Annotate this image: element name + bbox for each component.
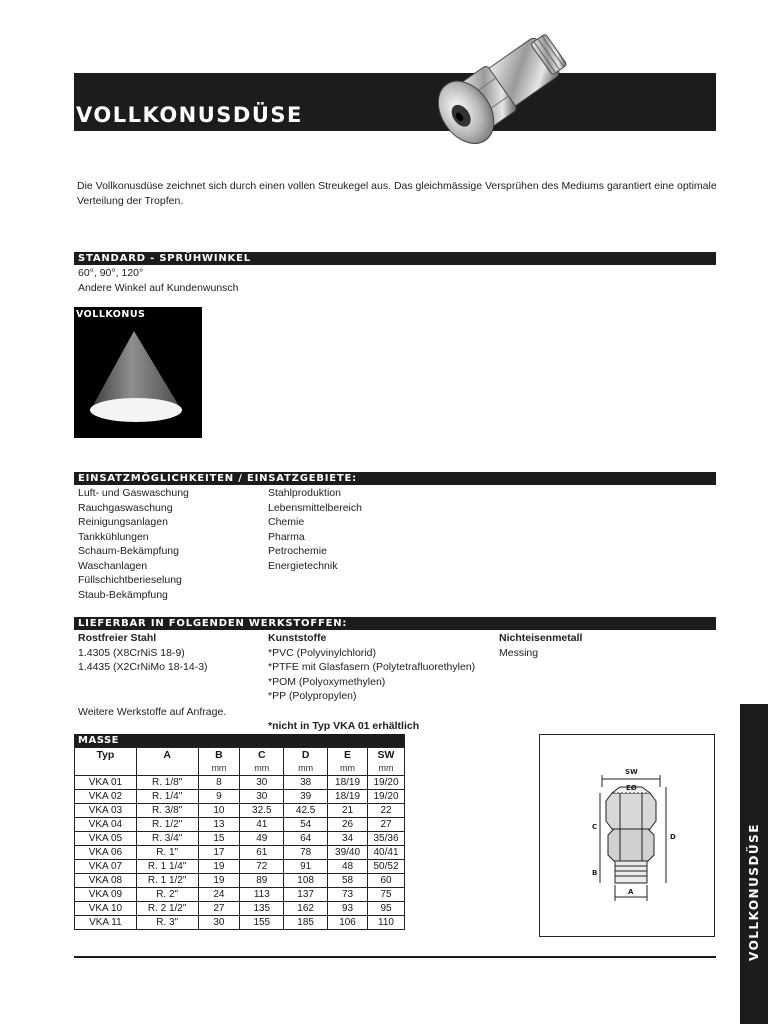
col-header: Typ <box>75 748 137 763</box>
table-cell: 27 <box>368 818 405 832</box>
table-cell: VKA 07 <box>75 860 137 874</box>
table-cell: VKA 04 <box>75 818 137 832</box>
table-cell: 61 <box>240 846 284 860</box>
table-cell: 39 <box>284 790 328 804</box>
dim-label-a: A <box>628 888 634 896</box>
table-cell: R. 1 1/2" <box>136 874 198 888</box>
werkstoffe-col-plastics <box>268 631 475 704</box>
dim-label-d: D <box>670 833 676 841</box>
table-cell: 42.5 <box>284 804 328 818</box>
werkstoffe-heading: LIEFERBAR IN FOLGENDEN WERKSTOFFEN: <box>78 618 348 629</box>
table-cell: 60 <box>368 874 405 888</box>
werkstoffe-col-steel <box>78 631 208 675</box>
einsatz-item: Reinigungsanlagen <box>78 516 168 528</box>
table-cell: 26 <box>328 818 368 832</box>
table-cell: 41 <box>240 818 284 832</box>
nonferrous-heading: Nichteisenmetall <box>499 632 583 644</box>
more-materials-note: Weitere Werkstoffe auf Anfrage. <box>78 706 227 718</box>
nozzle-photo <box>420 18 580 164</box>
table-cell: 50/52 <box>368 860 405 874</box>
table-cell: VKA 10 <box>75 902 137 916</box>
col-header: D <box>284 748 328 763</box>
material-item: *POM (Polyoxymethylen) <box>268 675 386 688</box>
table-cell: 95 <box>368 902 405 916</box>
table-cell: 30 <box>240 776 284 790</box>
cone-label: VOLLKONUS <box>76 309 146 320</box>
table-cell: VKA 06 <box>75 846 137 860</box>
table-cell: 48 <box>328 860 368 874</box>
col-header: B <box>198 748 240 763</box>
table-cell: 19 <box>198 860 240 874</box>
table-cell: 64 <box>284 832 328 846</box>
masse-heading: MASSE <box>78 735 119 746</box>
table-row <box>75 902 405 916</box>
einsatz-item: Luft- und Gaswaschung <box>78 487 189 499</box>
masse-heading-bar <box>74 734 405 747</box>
table-cell: 18/19 <box>328 776 368 790</box>
unit-cell: mm <box>284 762 328 776</box>
table-cell: 30 <box>198 916 240 930</box>
material-item: 1.4435 (X2CrNiMo 18-14-3) <box>78 661 208 673</box>
steel-heading: Rostfreier Stahl <box>78 632 157 644</box>
table-cell: 75 <box>368 888 405 902</box>
table-cell: 8 <box>198 776 240 790</box>
table-row <box>75 790 405 804</box>
einsatz-heading: EINSATZMÖGLICHKEITEN / EINSATZGEBIETE: <box>78 473 357 484</box>
einsatz-item: Chemie <box>268 516 305 528</box>
table-cell: R. 1/4" <box>136 790 198 804</box>
table-cell: R. 3/8" <box>136 804 198 818</box>
table-cell: R. 1/2" <box>136 818 198 832</box>
einsatz-item: Schaum-Bekämpfung <box>78 545 179 557</box>
page-title: VOLLKONUSDÜSE <box>76 103 303 127</box>
table-cell: VKA 11 <box>75 916 137 930</box>
table-body <box>75 776 405 930</box>
table-row <box>75 818 405 832</box>
side-tab-label: VOLLKONUSDÜSE <box>747 822 761 962</box>
table-cell: 38 <box>284 776 328 790</box>
table-cell: 54 <box>284 818 328 832</box>
table-cell: 162 <box>284 902 328 916</box>
einsatz-col1 <box>78 486 189 602</box>
plastics-heading: Kunststoffe <box>268 632 327 644</box>
table-cell: 78 <box>284 846 328 860</box>
material-item: Messing <box>499 646 539 659</box>
table-row <box>75 832 405 846</box>
unit-cell: mm <box>240 762 284 776</box>
table-cell: 106 <box>328 916 368 930</box>
einsatz-item: Stahlproduktion <box>268 487 341 499</box>
table-cell: R. 1/8" <box>136 776 198 790</box>
table-cell: 9 <box>198 790 240 804</box>
table-row <box>75 846 405 860</box>
table-cell: R. 3" <box>136 916 198 930</box>
table-cell: 135 <box>240 902 284 916</box>
einsatz-item: Petrochemie <box>268 545 327 557</box>
bottom-rule <box>74 956 716 958</box>
table-cell: VKA 05 <box>75 832 137 846</box>
dim-label-e: EØ <box>626 784 637 792</box>
unit-cell <box>136 762 198 776</box>
table-cell: 91 <box>284 860 328 874</box>
nozzle-dimension-drawing <box>540 735 714 936</box>
table-cell: 49 <box>240 832 284 846</box>
table-cell: 72 <box>240 860 284 874</box>
table-cell: 35/36 <box>368 832 405 846</box>
unit-cell <box>75 762 137 776</box>
table-cell: 40/41 <box>368 846 405 860</box>
table-cell: 185 <box>284 916 328 930</box>
einsatz-item: Rauchgaswaschung <box>78 501 173 514</box>
table-cell: 21 <box>328 804 368 818</box>
table-cell: 15 <box>198 832 240 846</box>
table-cell: 19/20 <box>368 776 405 790</box>
unit-cell: mm <box>368 762 405 776</box>
einsatz-item: Energietechnik <box>268 559 338 572</box>
intro-text: Die Vollkonusdüse zeichnet sich durch einen vollen Streukegel aus. Das gleichmässige Versprühen des Mediums garantiert eine optimale Verteilung der Tropfen. <box>77 180 717 207</box>
table-cell: 89 <box>240 874 284 888</box>
table-cell: 22 <box>368 804 405 818</box>
technical-drawing <box>539 734 715 937</box>
table-cell: 73 <box>328 888 368 902</box>
cone-illustration <box>74 307 202 438</box>
einsatz-item: Pharma <box>268 530 305 543</box>
material-item: 1.4305 (X8CrNiS 18-9) <box>78 646 185 659</box>
dimensions-table <box>74 747 405 930</box>
einsatz-item: Waschanlagen <box>78 559 148 572</box>
table-cell: 110 <box>368 916 405 930</box>
col-header: A <box>136 748 198 763</box>
table-cell: R. 3/4" <box>136 832 198 846</box>
table-cell: 93 <box>328 902 368 916</box>
table-cell: 19/20 <box>368 790 405 804</box>
col-header: E <box>328 748 368 763</box>
table-cell: 39/40 <box>328 846 368 860</box>
unit-cell: mm <box>198 762 240 776</box>
unit-cell: mm <box>328 762 368 776</box>
table-cell: 113 <box>240 888 284 902</box>
table-cell: 17 <box>198 846 240 860</box>
table-cell: 34 <box>328 832 368 846</box>
table-cell: 30 <box>240 790 284 804</box>
standard-heading: STANDARD - SPRÜHWINKEL <box>78 253 251 264</box>
plastics-footnote: *nicht in Typ VKA 01 erhältlich <box>268 720 420 732</box>
einsatz-item: Füllschichtberieselung <box>78 574 182 586</box>
table-cell: 13 <box>198 818 240 832</box>
table-cell: 19 <box>198 874 240 888</box>
table-cell: VKA 09 <box>75 888 137 902</box>
dim-label-sw: SW <box>625 768 638 776</box>
table-cell: 108 <box>284 874 328 888</box>
table-cell: 24 <box>198 888 240 902</box>
col-header: C <box>240 748 284 763</box>
table-cell: R. 1 1/4" <box>136 860 198 874</box>
table-row <box>75 776 405 790</box>
dim-label-b: B <box>592 869 598 877</box>
table-row <box>75 888 405 902</box>
einsatz-item: Tankkühlungen <box>78 530 149 543</box>
spray-angles-note: Andere Winkel auf Kundenwunsch <box>78 282 239 294</box>
table-cell: 155 <box>240 916 284 930</box>
einsatz-col2 <box>268 486 362 573</box>
table-cell: 137 <box>284 888 328 902</box>
table-cell: 58 <box>328 874 368 888</box>
table-cell: VKA 01 <box>75 776 137 790</box>
table-cell: R. 2 1/2" <box>136 902 198 916</box>
material-item: *PP (Polypropylen) <box>268 690 357 702</box>
table-row <box>75 860 405 874</box>
werkstoffe-col-nonferrous <box>499 631 582 660</box>
col-header: SW <box>368 748 405 763</box>
spray-angles: 60°, 90°, 120° <box>78 267 144 279</box>
einsatz-item: Staub-Bekämpfung <box>78 588 168 601</box>
table-cell: 10 <box>198 804 240 818</box>
table-cell: 27 <box>198 902 240 916</box>
table-cell: R. 1" <box>136 846 198 860</box>
table-cell: VKA 02 <box>75 790 137 804</box>
dim-label-c: C <box>592 823 598 831</box>
einsatz-item: Lebensmittelbereich <box>268 501 362 514</box>
material-item: *PTFE mit Glasfasern (Polytetrafluorethylen) <box>268 661 476 673</box>
table-row <box>75 874 405 888</box>
table-cell: 18/19 <box>328 790 368 804</box>
table-cell: 32.5 <box>240 804 284 818</box>
table-header-row <box>75 748 405 763</box>
table-row <box>75 804 405 818</box>
table-cell: R. 2" <box>136 888 198 902</box>
cone-shape <box>74 307 202 438</box>
material-item: *PVC (Polyvinylchlorid) <box>268 646 376 659</box>
table-row <box>75 916 405 930</box>
table-cell: VKA 08 <box>75 874 137 888</box>
table-cell: VKA 03 <box>75 804 137 818</box>
table-units-row <box>75 762 405 776</box>
